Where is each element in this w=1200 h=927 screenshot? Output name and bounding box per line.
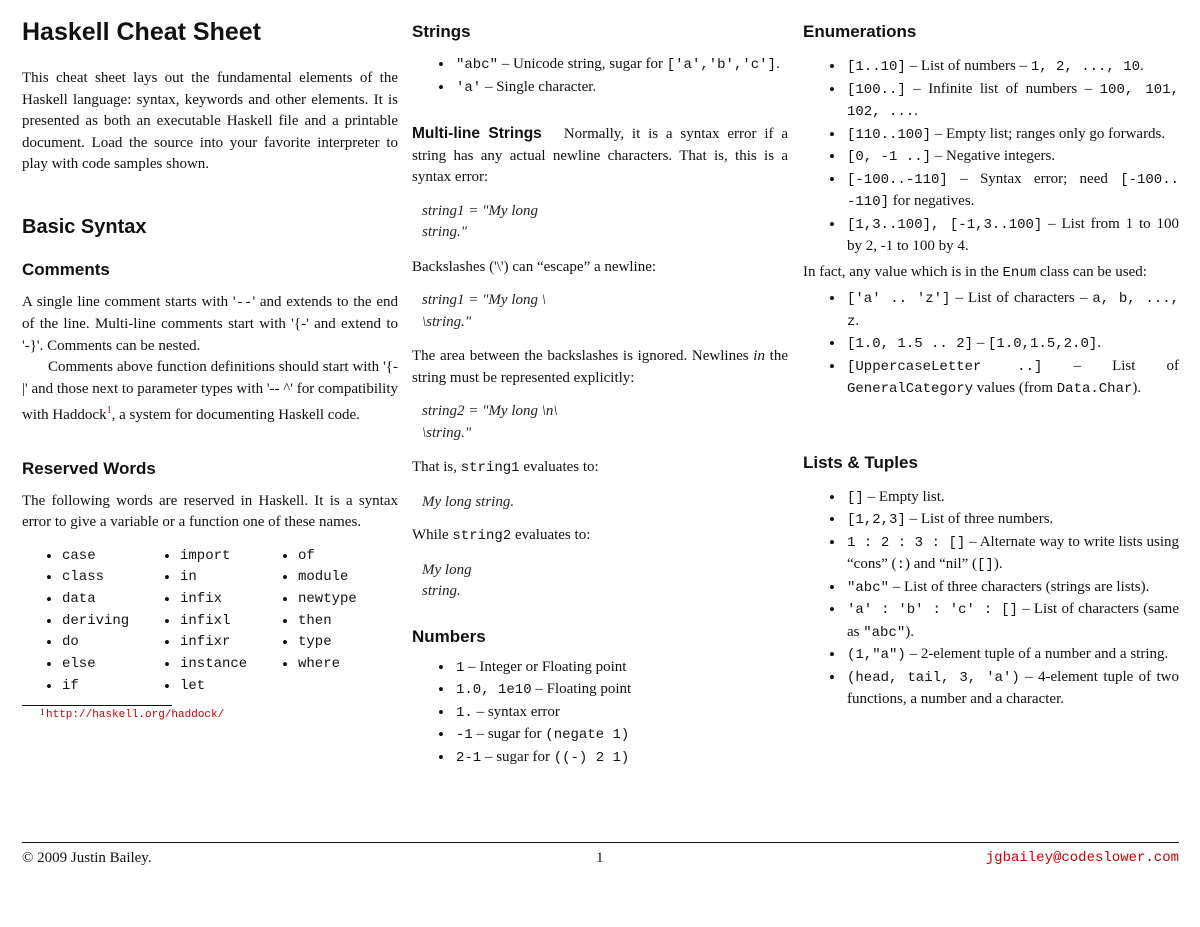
list-item: • 1 – Integer or Floating point (434, 657, 788, 680)
reserved-word: • data (44, 589, 162, 611)
list-item: • 'a' – Single character. (434, 77, 788, 100)
author-email-link[interactable]: jgbailey@codeslower.com (985, 850, 1179, 866)
lists-tuples-heading: Lists & Tuples (803, 452, 918, 472)
multiline-strings-heading: Multi-line Strings (412, 125, 542, 142)
multiline-paragraph-1: Multi-line Strings Normally, it is a syntax error if a string has any actual newline characters. That is, this is a syntax error: (412, 125, 789, 185)
reserved-words-col-1 (44, 546, 162, 698)
reserved-word: • newtype (280, 589, 398, 611)
basic-syntax-heading: Basic Syntax (22, 215, 147, 238)
strings-heading: Strings (412, 22, 471, 41)
list-item: • 2-1 – sugar for ((-) 2 1) (434, 747, 788, 770)
list-item: • "abc" – Unicode string, sugar for ['a','b','c']. (434, 54, 788, 77)
reserved-word: • module (280, 567, 398, 589)
enum-class-paragraph: In fact, any value which is in the Enum class can be used: (803, 263, 1147, 281)
multiline-paragraph-2: Backslashes ('\') can “escape” a newline: (412, 258, 657, 275)
reserved-word: • where (280, 654, 398, 676)
reserved-word: • import (162, 546, 280, 568)
reserved-word: • class (44, 567, 162, 589)
list-item: • [1.0, 1.5 .. 2] – [1.0,1.5,2.0]. (825, 333, 1179, 356)
list-item: • [100..] – Infinite list of numbers – 100, 101, 102, .... (825, 79, 1179, 124)
code-block-5: My long string. (422, 561, 472, 599)
page-title: Haskell Cheat Sheet (22, 18, 261, 46)
reserved-word: • infixr (162, 632, 280, 654)
list-item: • ['a' .. 'z'] – List of characters – a, b, ..., z. (825, 288, 1179, 333)
list-item: • [0, -1 ..] – Negative integers. (825, 146, 1179, 169)
list-item: • "abc" – List of three characters (strings are lists). (825, 577, 1179, 600)
reserved-word: • then (280, 611, 398, 633)
strings-list (412, 54, 788, 99)
reserved-word: • infix (162, 589, 280, 611)
reserved-words-paragraph: The following words are reserved in Haskell. It is a syntax error to give a variable or a function one of these names. (22, 492, 398, 530)
list-item: • (head, tail, 3, 'a') – 4-element tuple of two functions, a number and a character. (825, 667, 1179, 711)
reserved-words-col-3 (280, 546, 398, 698)
list-item: • [] – Empty list. (825, 487, 1179, 510)
reserved-word: • if (44, 676, 162, 698)
intro-paragraph: This cheat sheet lays out the fundamental elements of the Haskell language: syntax, keywords and other elements. It is presented as both an executable Haskell file and a printable document. Load the source into your favorite interpreter to play with code samples shown. (22, 70, 398, 172)
list-item: • 'a' : 'b' : 'c' : [] – List of characters (same as "abc"). (825, 599, 1179, 644)
multiline-paragraph-4: That is, string1 evaluates to: (412, 459, 599, 476)
enumerations-list (803, 56, 1179, 258)
reserved-word: • of (280, 546, 398, 568)
lists-tuples-list (803, 487, 1179, 711)
footer-divider (22, 842, 1179, 843)
multiline-paragraph-3: The area between the backslashes is ignored. Newlines in the string must be represented explicitly: (412, 348, 788, 386)
comments-paragraph-2: Comments above function definitions should start with '{- |' and those next to parameter types with '-- ^' for compatibility with Haddock$^1$, a system for documenting Haskell code. (22, 359, 398, 423)
list-item: • [110..100] – Empty list; ranges only go forwards. (825, 124, 1179, 147)
reserved-word: • let (162, 676, 280, 698)
list-item: • 1. – syntax error (434, 702, 788, 725)
reserved-word: • infixl (162, 611, 280, 633)
code-block-3: string2 = "My long \n\ \string." (422, 403, 558, 441)
enum-values-list (803, 288, 1179, 401)
haddock-link[interactable]: http://haskell.org/haddock/ (46, 709, 225, 722)
code-block-2: string1 = "My long \ \string." (422, 292, 546, 330)
multiline-paragraph-5: While string2 evaluates to: (412, 527, 591, 544)
numbers-heading: Numbers (412, 626, 486, 646)
page-number: 1 (596, 850, 604, 866)
list-item: • [1..10] – List of numbers – 1, 2, ..., 10. (825, 56, 1179, 79)
list-item: • [-100..-110] – Syntax error; need [-100.. -110] for negatives. (825, 169, 1179, 214)
list-item: • [1,2,3] – List of three numbers. (825, 509, 1179, 532)
reserved-word: • do (44, 632, 162, 654)
numbers-list (412, 657, 788, 770)
list-item: • 1 : 2 : 3 : [] – Alternate way to write lists using “cons” (:) and “nil” ([]). (825, 532, 1179, 577)
reserved-words-list (22, 546, 398, 698)
column-1 (22, 16, 398, 723)
footnote-ref[interactable]: 1 (106, 405, 112, 416)
reserved-words-col-2 (162, 546, 280, 698)
code-block-4: My long string. (422, 493, 515, 510)
list-item: • -1 – sugar for (negate 1) (434, 724, 788, 747)
copyright: © 2009 Justin Bailey. (22, 850, 152, 866)
reserved-word: • instance (162, 654, 280, 676)
reserved-words-heading: Reserved Words (22, 458, 156, 478)
code-block-1: string1 = "My long string." (422, 202, 539, 240)
reserved-word: • in (162, 567, 280, 589)
reserved-word: • deriving (44, 611, 162, 633)
list-item: • 1.0, 1e10 – Floating point (434, 679, 788, 702)
list-item: • [1,3..100], [-1,3..100] – List from 1 to 100 by 2, -1 to 100 by 4. (825, 214, 1179, 258)
list-item: • (1,"a") – 2-element tuple of a number and a string. (825, 644, 1179, 667)
comments-paragraph-1: A single line comment starts with '--' and extends to the end of the line. Multi-line comments start with '{-' and extend to '-}'. Comments can be nested. (22, 293, 398, 354)
list-item: • [UppercaseLetter ..] – List of GeneralCategory values (from Data.Char). (825, 356, 1179, 401)
enumerations-heading: Enumerations (803, 22, 917, 41)
footnote: 1 http://haskell.org/haddock/ (40, 707, 225, 722)
comments-heading: Comments (22, 259, 110, 279)
column-2 (412, 16, 788, 769)
column-3 (803, 16, 1179, 711)
reserved-word: • else (44, 654, 162, 676)
reserved-word: • type (280, 632, 398, 654)
page-footer (22, 848, 1179, 870)
reserved-word: • case (44, 546, 162, 568)
